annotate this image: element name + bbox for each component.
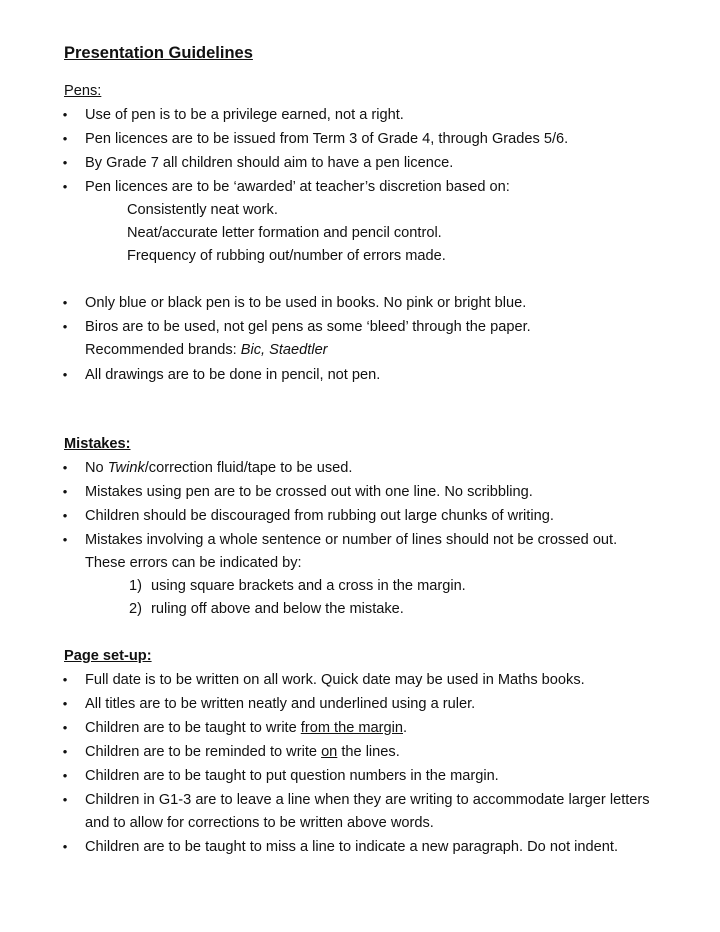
bullet: • [62, 295, 68, 310]
pens-item: Only blue or black pen is to be used in books. No pink or bright blue. [85, 295, 527, 311]
page-setup-item: Children are to be taught to miss a line to indicate a new paragraph. Do not indent. [85, 839, 618, 855]
page-setup-item-text: Children are to be taught to write [85, 720, 301, 736]
bullet: • [62, 484, 68, 499]
numbered-item: ruling off above and below the mistake. [151, 601, 404, 617]
bullet: • [62, 319, 68, 334]
list-number: 2) [129, 601, 142, 617]
pens-item: By Grade 7 all children should aim to have a pen licence. [85, 155, 454, 171]
brands-value: Bic, Staedtler [240, 342, 328, 358]
bullet: • [62, 672, 68, 687]
underlined-word: on [321, 744, 338, 760]
page-setup-item: Full date is to be written on all work. Quick date may be used in Maths books. [85, 672, 585, 688]
page-setup-item-text: . [403, 720, 408, 736]
bullet: • [62, 792, 68, 807]
pens-item: All drawings are to be done in pencil, not pen. [85, 367, 381, 383]
mistakes-item [85, 457, 352, 479]
mistakes-item-text: No [85, 460, 108, 476]
mistakes-continuation: These errors can be indicated by: [85, 555, 302, 571]
brands-label: Recommended brands: [85, 342, 241, 358]
mistakes-item: Mistakes involving a whole sentence or number of lines should not be crossed out. [85, 532, 618, 548]
bullet: • [62, 155, 68, 170]
page-setup-item: Children in G1-3 are to leave a line when they are writing to accommodate larger letters [85, 792, 650, 808]
pens-item: Pen licences are to be ‘awarded’ at teacher’s discretion based on: [85, 179, 510, 195]
pens-criterion: Consistently neat work. [127, 202, 278, 218]
bullet: • [62, 460, 68, 475]
mistakes-item: Children should be discouraged from rubbing out large chunks of writing. [85, 508, 554, 524]
numbered-item: using square brackets and a cross in the margin. [151, 578, 466, 594]
list-number: 1) [129, 578, 142, 594]
mistakes-item: Mistakes using pen are to be crossed out with one line. No scribbling. [85, 484, 533, 500]
page-setup-item-text: Children are to be reminded to write [85, 744, 322, 760]
page-setup-item [85, 741, 400, 763]
pens-criterion: Neat/accurate letter formation and pencil control. [127, 225, 442, 241]
mistakes-heading: Mistakes: [64, 436, 131, 452]
pens-item: Pen licences are to be issued from Term 3 of Grade 4, through Grades 5/6. [85, 131, 569, 147]
recommended-brands [85, 339, 328, 361]
bullet: • [62, 179, 68, 194]
twink-brand: Twink [107, 460, 145, 476]
bullet: • [62, 768, 68, 783]
bullet: • [62, 107, 68, 122]
page-setup-item-continuation: and to allow for corrections to be written above words. [85, 815, 434, 831]
bullet: • [62, 131, 68, 146]
page-setup-heading: Page set-up: [64, 648, 152, 664]
bullet: • [62, 720, 68, 735]
bullet: • [62, 367, 68, 382]
page-setup-item-text: the lines. [337, 744, 400, 760]
page-title: Presentation Guidelines [64, 44, 253, 62]
bullet: • [62, 839, 68, 854]
bullet: • [62, 532, 68, 547]
mistakes-item-text: /correction fluid/tape to be used. [144, 460, 353, 476]
pens-item: Use of pen is to be a privilege earned, not a right. [85, 107, 404, 123]
pens-item: Biros are to be used, not gel pens as some ‘bleed’ through the paper. [85, 319, 531, 335]
pens-heading: Pens: [64, 83, 102, 99]
page-setup-item [85, 717, 407, 739]
pens-criterion: Frequency of rubbing out/number of errors made. [127, 248, 446, 264]
page-setup-item: All titles are to be written neatly and underlined using a ruler. [85, 696, 476, 712]
underlined-phrase: from the margin [300, 720, 403, 736]
page-setup-item: Children are to be taught to put question numbers in the margin. [85, 768, 499, 784]
bullet: • [62, 508, 68, 523]
bullet: • [62, 696, 68, 711]
bullet: • [62, 744, 68, 759]
